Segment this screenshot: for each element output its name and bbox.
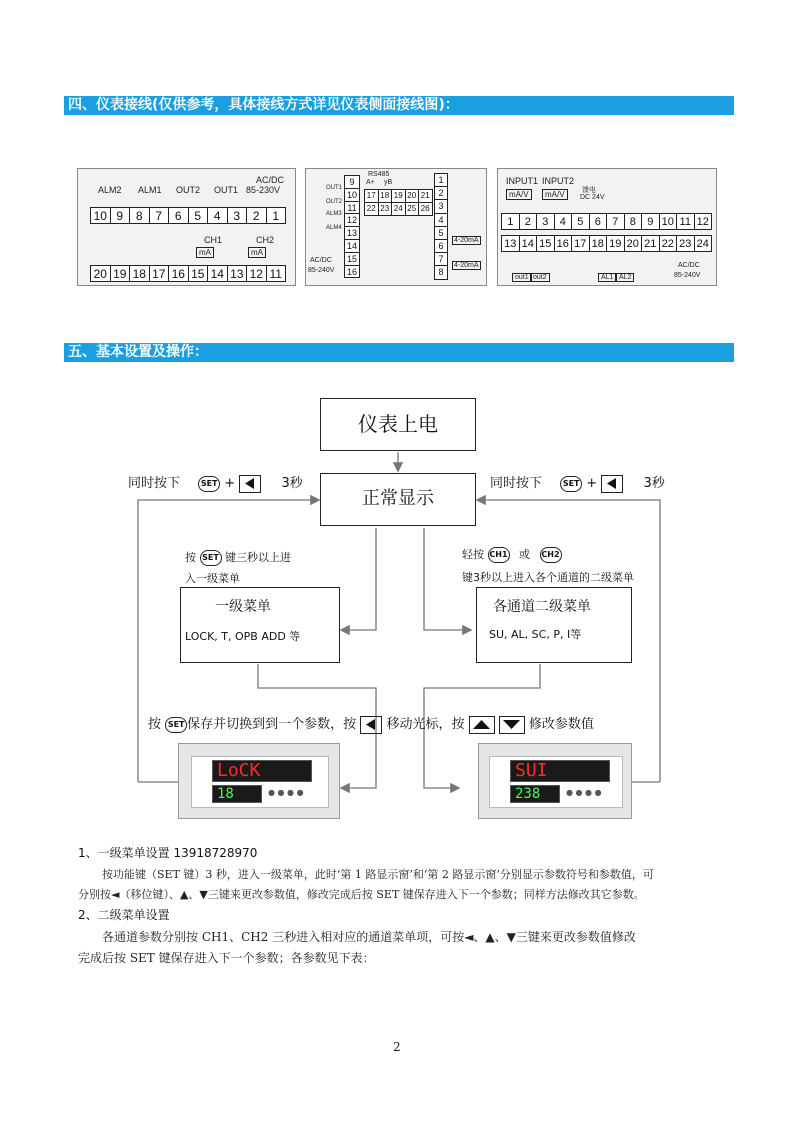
set-key-icon: SET: [165, 717, 187, 733]
p3-bottom-terminal: 22: [659, 235, 678, 252]
acdc-voltage: 85-230V: [246, 185, 281, 195]
out1-label: OUT1: [326, 185, 343, 191]
input1-mav-box: mA/V: [506, 189, 532, 200]
p1-bottom-terminal: 12: [246, 265, 267, 282]
p3-bottom-terminal: 14: [519, 235, 538, 252]
p1-top-terminal: 6: [168, 207, 189, 224]
paragraph-level2-line1: 各通道参数分别按 CH1、CH2 三秒进入相对应的通道菜单项，可按◄、▲、▼三键来更改参数值修改: [102, 930, 636, 944]
paragraph-level2-line2: 完成后按 SET 键保存进入下一个参数；各参数见下表：: [78, 951, 375, 965]
input2-label: INPUT2: [542, 176, 575, 186]
ch1-ma-box: mA: [196, 247, 214, 258]
light-press-text: 轻按: [462, 548, 484, 561]
p1-top-terminal: 5: [188, 207, 209, 224]
acdc-voltage: 85-240V: [674, 272, 701, 279]
param-symbol-display: SUI: [510, 760, 610, 782]
p2-right-terminal: 8: [434, 265, 448, 279]
p3-bottom-terminal: 24: [694, 235, 713, 252]
press-both-text: 同时按下: [490, 476, 543, 491]
page-number: 2: [393, 1040, 401, 1054]
p2-right-terminal: 5: [434, 226, 448, 240]
out1-label: OUT1: [214, 185, 239, 195]
param-value-display: 18: [212, 785, 262, 803]
p1-bottom-terminal: 13: [227, 265, 248, 282]
dc24-label: DC 24V: [580, 194, 605, 201]
p1-top-terminal: 4: [207, 207, 228, 224]
p2-left-terminal: 13: [344, 226, 360, 240]
p1-top-terminal: 7: [149, 207, 170, 224]
input2-mav-box: mA/V: [542, 189, 568, 200]
rs485-a-label: A+: [366, 179, 375, 186]
p3-bottom-terminal: 20: [624, 235, 643, 252]
p2-grid-terminal: 23: [378, 202, 393, 216]
acdc-label: AC/DC: [310, 257, 332, 264]
p3-top-terminal: 8: [624, 213, 643, 230]
plus-text: +: [224, 476, 236, 491]
p3-bottom-terminal: 23: [676, 235, 695, 252]
ch1-label: CH1: [204, 235, 223, 245]
alm4-label: ALM4: [326, 225, 342, 231]
p2-grid-terminal: 21: [418, 189, 433, 203]
set-menu-instruction-line2: 入一级菜单: [185, 572, 240, 585]
ch2-key-icon: CH2: [540, 547, 562, 563]
op-press-text: 按: [148, 717, 162, 732]
alm1-label: ALM1: [138, 185, 162, 195]
out2-label: OUT2: [326, 199, 343, 205]
param-symbol-display: LoCK: [212, 760, 312, 782]
p1-top-terminal: 2: [246, 207, 267, 224]
p1-top-terminal: 1: [266, 207, 287, 224]
up-arrow-key-icon: [469, 716, 495, 734]
rs485-label: RS485: [368, 171, 390, 178]
p3-top-terminal: 5: [571, 213, 590, 230]
section5-banner: 五、基本设置及操作：: [64, 343, 734, 362]
p2-left-terminal: 15: [344, 252, 360, 266]
alm3-label: ALM3: [326, 211, 342, 217]
operation-instruction: [148, 713, 594, 734]
p2-left-terminal: 12: [344, 213, 360, 227]
set-key-icon: SET: [198, 476, 220, 492]
p3-top-terminal: 2: [519, 213, 538, 230]
left-arrow-key-icon: [239, 475, 261, 493]
feed-label: 馈电: [582, 187, 596, 194]
p2-grid-terminal: 20: [405, 189, 420, 203]
level1-menu-items: LOCK, T, OPB ADD 等: [185, 630, 301, 643]
p1-top-terminal: 3: [227, 207, 248, 224]
acdc-label: AC/DC: [256, 175, 285, 185]
p2-right-terminal: 4: [434, 213, 448, 227]
p1-bottom-terminal: 15: [188, 265, 209, 282]
press-set-desc: 键三秒以上进: [225, 551, 291, 564]
p3-top-terminal: 6: [589, 213, 608, 230]
p2-grid-terminal: 19: [391, 189, 406, 203]
normal-display-box: 正常显示: [320, 473, 476, 526]
alm2-label: ALM2: [98, 185, 122, 195]
p3-bottom-terminal: 15: [536, 235, 555, 252]
out2-label: OUT2: [176, 185, 201, 195]
device-display-1: [178, 743, 340, 819]
section4-banner: 四、仪表接线(仅供参考，具体接线方式详见仪表侧面接线图)：: [64, 96, 734, 115]
op-move-text: 移动光标，按: [386, 717, 465, 732]
ch-key-instruction: [462, 546, 562, 563]
p1-top-terminal: 9: [110, 207, 131, 224]
p3-top-terminal: 1: [501, 213, 520, 230]
device-face: [191, 756, 329, 808]
p3-top-terminal: 12: [694, 213, 713, 230]
p2-right-terminal: 2: [434, 186, 448, 200]
set-menu-instruction: [185, 549, 291, 566]
out1-box: out1: [512, 273, 532, 282]
p2-grid-terminal: 17: [364, 189, 379, 203]
acdc-label: AC/DC: [678, 262, 700, 269]
p3-bottom-terminal: 16: [554, 235, 573, 252]
ma-box-1: 4-20mA: [454, 237, 479, 244]
p2-right-terminal: 7: [434, 252, 448, 266]
level2-menu-items: SU, AL, SC, P, I等: [489, 628, 582, 641]
p3-top-terminal: 10: [659, 213, 678, 230]
heading-level1-menu: 1、一级菜单设置 13918728970: [78, 846, 258, 860]
rs485-b-label: yB: [384, 179, 393, 186]
p1-bottom-terminal: 20: [90, 265, 111, 282]
acdc-voltage: 85-240V: [308, 267, 335, 274]
op-modify-text: 修改参数值: [528, 717, 594, 732]
power-on-box: 仪表上电: [320, 398, 476, 451]
p1-top-terminal: 8: [129, 207, 150, 224]
or-text: 或: [519, 548, 530, 561]
level2-menu-box: [476, 587, 632, 663]
p1-top-terminal: 10: [90, 207, 111, 224]
p1-bottom-terminal: 17: [149, 265, 170, 282]
press-text: 按: [185, 551, 196, 564]
p3-bottom-terminal: 17: [571, 235, 590, 252]
p2-left-terminal: 14: [344, 239, 360, 253]
p3-bottom-terminal: 13: [501, 235, 520, 252]
p2-right-terminal: 1: [434, 173, 448, 187]
al2-box: AL2: [616, 273, 634, 282]
input1-label: INPUT1: [506, 176, 539, 186]
paragraph-level1-line1: 按功能键（SET 键）3 秒，进入一级菜单，此时‘第 1 路显示窗’和‘第 2 路显示窗’分别显示参数符号和参数值，可: [102, 868, 654, 881]
paragraph-level1-line2: 分别按◄（移位键）、▲、▼三键来更改参数值，修改完成后按 SET 键保存进入下一个参数；同样方法修改其它参数。: [78, 888, 645, 901]
p2-left-terminal: 10: [344, 188, 360, 202]
device-face: [489, 756, 623, 808]
device-buttons: ● ● ● ●: [566, 788, 602, 797]
p2-grid-terminal: 22: [364, 202, 379, 216]
p2-grid-terminal: 24: [391, 202, 406, 216]
p3-top-terminal: 7: [606, 213, 625, 230]
press-both-text: 同时按下: [128, 476, 181, 491]
p3-bottom-terminal: 18: [589, 235, 608, 252]
heading-level2-menu: 2、二级菜单设置: [78, 908, 170, 922]
ch1-key-icon: CH1: [488, 547, 510, 563]
left-arrow-key-icon: [601, 475, 623, 493]
al1-box: AL1: [598, 273, 616, 282]
p2-left-terminal: 16: [344, 265, 360, 279]
p2-left-terminal: 11: [344, 201, 360, 215]
p1-bottom-terminal: 19: [110, 265, 131, 282]
left-arrow-key-icon: [360, 716, 382, 734]
p1-bottom-terminal: 18: [129, 265, 150, 282]
p2-right-terminal: 6: [434, 239, 448, 253]
ch2-label: CH2: [256, 235, 275, 245]
left-combo-instruction: [128, 472, 303, 493]
p3-bottom-terminal: 19: [606, 235, 625, 252]
level1-menu-title: 一级菜单: [215, 599, 271, 615]
set-key-icon: SET: [560, 476, 582, 492]
p1-bottom-terminal: 16: [168, 265, 189, 282]
p3-top-terminal: 3: [536, 213, 555, 230]
p2-left-terminal: 9: [344, 175, 360, 189]
p2-grid-terminal: 26: [418, 202, 433, 216]
param-value-display: 238: [510, 785, 560, 803]
op-save-text: 保存并切换到到一个参数，按: [187, 717, 357, 732]
set-key-icon: SET: [200, 550, 222, 566]
p3-top-terminal: 9: [641, 213, 660, 230]
ma-box-2: 4-20mA: [454, 262, 479, 269]
right-combo-instruction: [490, 472, 665, 493]
p2-grid-terminal: 25: [405, 202, 420, 216]
p1-bottom-terminal: 14: [207, 265, 228, 282]
level1-menu-box: [180, 587, 340, 663]
ch2-ma-box: mA: [248, 247, 266, 258]
p2-right-terminal: 3: [434, 199, 448, 213]
seconds-text: 3秒: [643, 476, 665, 491]
out2-box: out2: [530, 273, 550, 282]
seconds-text: 3秒: [281, 476, 303, 491]
p3-top-terminal: 4: [554, 213, 573, 230]
down-arrow-key-icon: [499, 716, 525, 734]
level2-menu-title: 各通道二级菜单: [493, 599, 591, 615]
device-buttons: ● ● ● ●: [268, 788, 304, 797]
p1-bottom-terminal: 11: [266, 265, 287, 282]
plus-text: +: [586, 476, 598, 491]
device-display-2: [478, 743, 632, 819]
ch-key-instruction-line2: 键3秒以上进入各个通道的二级菜单: [462, 571, 634, 584]
p3-top-terminal: 11: [676, 213, 695, 230]
p3-bottom-terminal: 21: [641, 235, 660, 252]
p2-grid-terminal: 18: [378, 189, 393, 203]
